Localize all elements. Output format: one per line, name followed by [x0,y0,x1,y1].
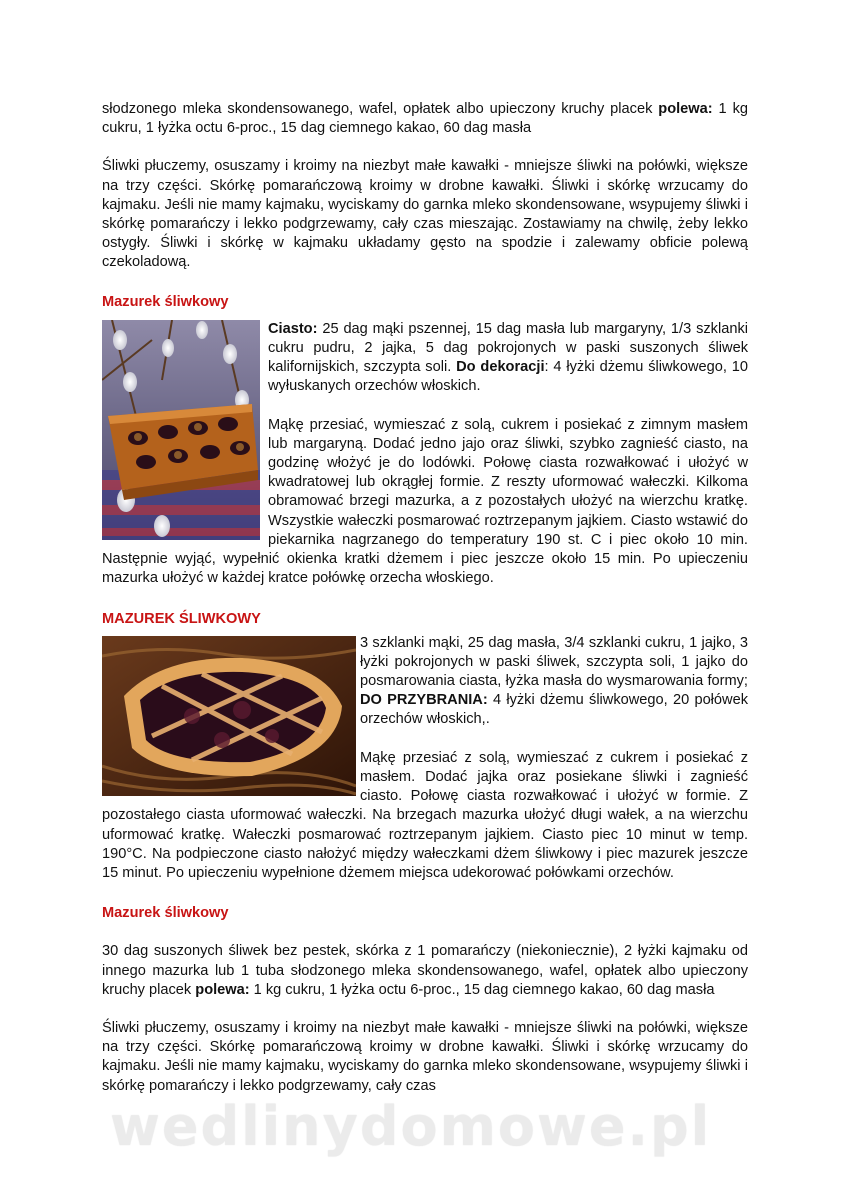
dekoracja-label: Do dekoracji [456,359,545,376]
recipe2-method: Mąkę przesiać z solą, wymieszać z cukrem i posiekać z masłem. Dodać jajka oraz posiekane śliwki i zagnieść ciasto. Połowę ciasta rozwałkować i ułożyć w formie. Z pozostałego ciasta uformować wałeczki. Na brzegach mazurka ułożyć długi wałek, a na wierzchu uformować kratkę. Wałeczki posmarować roztrzepanym jajkiem. Ciasto piec 10 minut w temp. 190°C. Na podpieczone ciasto nałożyć między wałeczkami dżem śliwkowy i piec mazurek jeszcze 15 minut. Po upieczeniu wypełnione dżemem miejsca udekorować połówkami orzechów. [102,749,748,881]
recipe1-title: Mazurek śliwkowy [102,293,229,310]
recipe2-ingredients: 3 szklanki mąki, 25 dag masła, 3/4 szklanki cukru, 1 jajko, 3 łyżki pokrojonych w paski śliwek, szczypta soli, 1 jajko do posmarowania ciasta, łyżka masła do wysmarowania formy; DO PRZYBRANIA: 4 łyżki dżemu śliwkowego, 20 połówek orzechów włoskich,. [360,634,748,728]
recipe1-method: Mąkę przesiać, wymieszać z solą, cukrem i posiekać z zimnym masłem lub margaryną. Dodać jedno jajo oraz śliwki, szybko zagnieść ciasto, na godzinę włożyć je do lodówki. Połowę ciasta rozwałkować i ułożyć w kwadratowej lub okrągłej formie. Z reszty uformować wałeczki. Kilkoma obramować brzegi mazurka, a z pozostałych ułożyć na wierzchu kratkę. Wszystkie wałeczki posmarować roztrzepanym jajkiem. Ciasto wstawić do piekarnika nagrzanego do temperatury 190 st. C i piec około 10 min. Następnie wyjąć, wypełnić okienka kratki dżemem i piec jeszcze około 15 min. Po upieczeniu mazurka ułożyć w każdej kratce połówkę orzecha włoskiego. [102,416,748,587]
polewa-label: polewa: [195,981,250,998]
ciasto-label: Ciasto: [268,320,318,337]
document-page [102,100,748,1096]
recipe3-ingredients: 30 dag suszonych śliwek bez pestek, skórka z 1 pomarańczy (niekoniecznie), 2 łyżki kajmaku od innego mazurka lub 1 tuba słodzonego mleka skondensowanego, wafel, opłatek albo upieczony kruchy placek polewa: 1 kg cukru, 1 łyżka octu 6-proc., 15 dag ciemnego kakao, 60 dag masła [102,943,748,998]
recipe3-title: Mazurek śliwkowy [102,905,229,922]
watermark: wedlinydomowe.pl [110,1095,712,1158]
recipe1-ingredients: Ciasto: 25 dag mąki pszennej, 15 dag masła lub margaryny, 1/3 szklanki cukru pudru, 2 jajka, 5 dag pokrojonych w paski suszonych śliwek kalifornijskich, szczypta soli. Do dekoracji: 4 łyżki dżemu śliwkowego, 10 wyłuskanych orzechów włoskich. [268,320,748,395]
recipe1-photo [102,320,260,540]
przybrania-label: DO PRZYBRANIA: [360,692,488,709]
recipe2-title: MAZUREK ŚLIWKOWY [102,611,261,628]
recipe2-photo [102,636,356,796]
polewa-label: polewa: [658,101,713,117]
intro-method: Śliwki płuczemy, osuszamy i kroimy na niezbyt małe kawałki - mniejsze śliwki na połówki, większe na trzy części. Skórkę pomarańczową kroimy w drobne kawałki. Śliwki i skórkę wrzucamy do kajmaku. Jeśli nie mamy kajmaku, wyciskamy do garnka mleko skondensowane, wsypujemy śliwki i skórkę pomarańczy i lekko podgrzewamy, cały czas mieszając. Zostawiamy na chwilę, żeby lekko ostygły. Śliwki i skórkę w kajmaku układamy gęsto na spodzie i zalewamy obficie polewą czekoladową. [102,158,748,271]
recipe3-method: Śliwki płuczemy, osuszamy i kroimy na niezbyt małe kawałki - mniejsze śliwki na połówki, większe na trzy części. Skórkę pomarańczową kroimy w drobne kawałki. Śliwki i skórkę wrzucamy do kajmaku. Jeśli nie mamy kajmaku, wyciskamy do garnka mleko skondensowane, wsypujemy śliwki i skórkę pomarańczy i lekko podgrzewamy, cały czas [102,1019,748,1094]
intro-ingredients: słodzonego mleka skondensowanego, wafel, opłatek albo upieczony kruchy placek polewa: 1 kg cukru, 1 łyżka octu 6-proc., 15 dag ciemnego kakao, 60 dag masła [102,101,748,137]
